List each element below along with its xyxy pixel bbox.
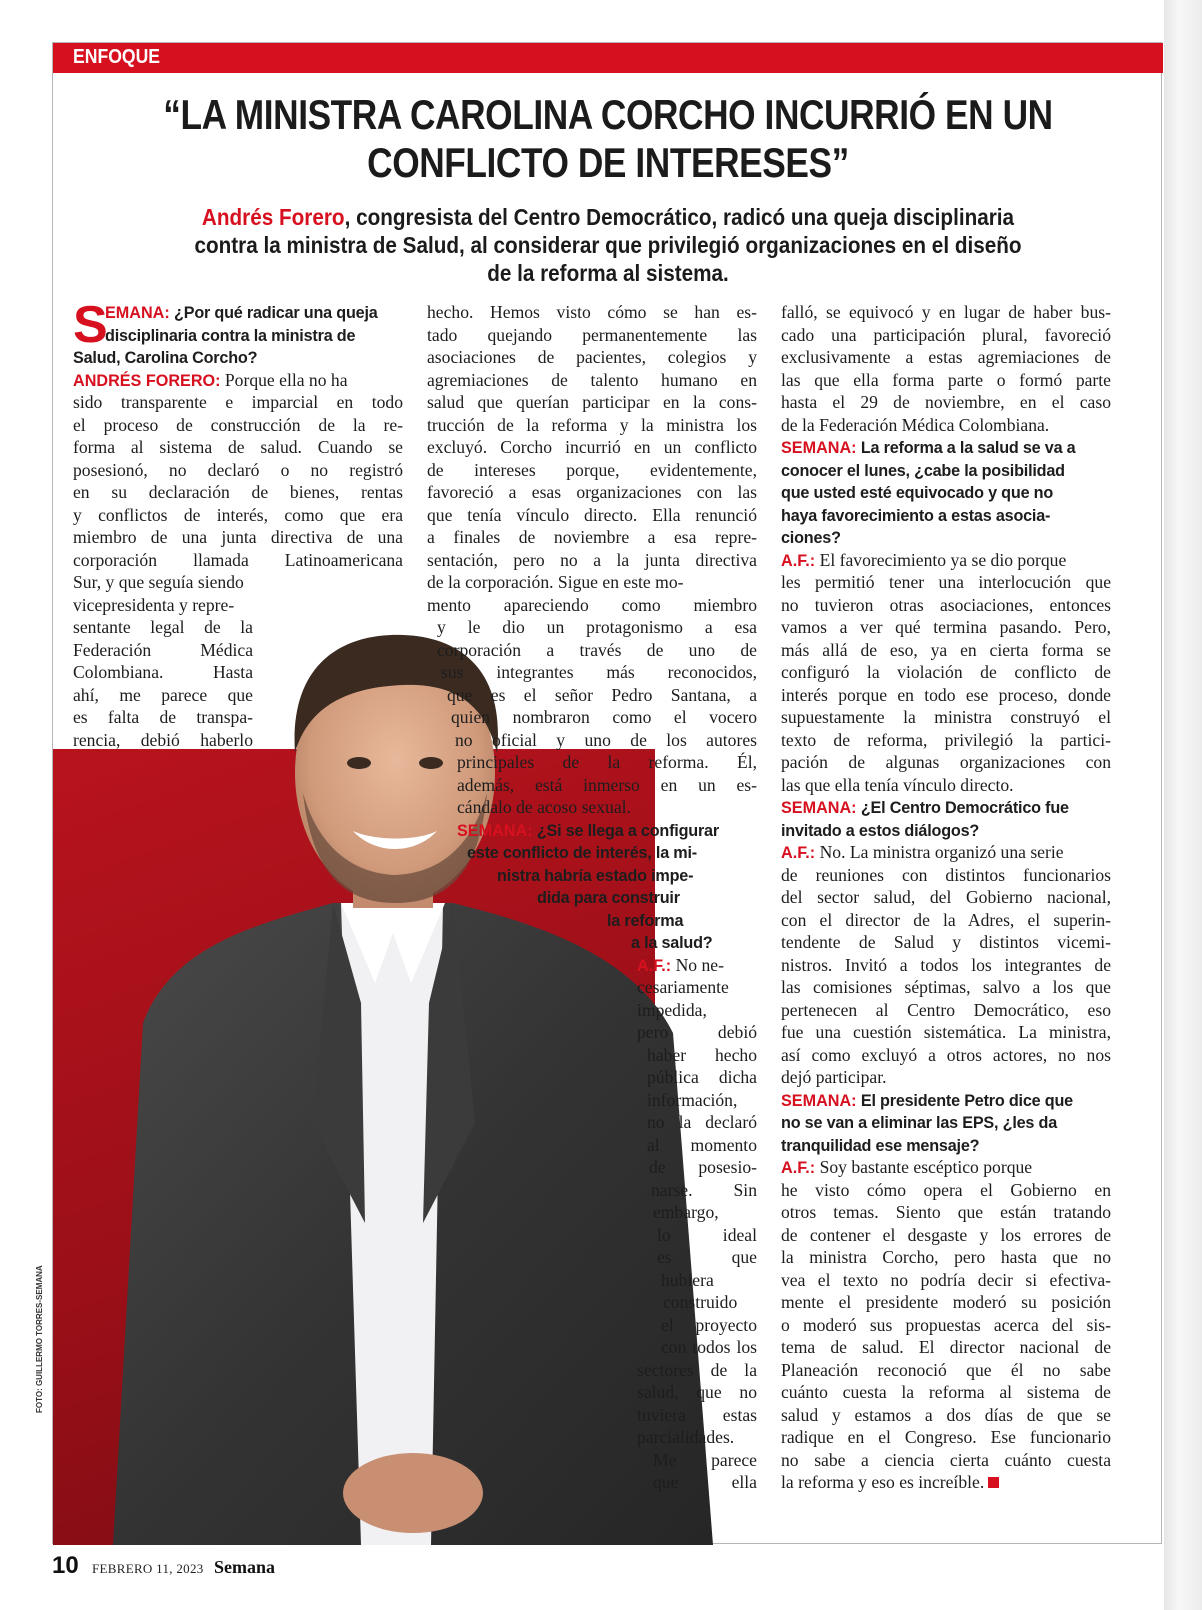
- speaker-label: A.F.:: [781, 844, 816, 862]
- body-text: cesariamente: [637, 977, 729, 997]
- col3-line: [781, 751, 1111, 774]
- col1-line: [73, 549, 403, 572]
- headline-line-2: CONFLICTO DE INTERESES”: [367, 139, 849, 186]
- col2-line: [427, 571, 757, 594]
- body-text: Me parece: [653, 1449, 757, 1470]
- body-text: la ministra Corcho, pero hasta que no: [781, 1247, 1111, 1267]
- col2-line: [661, 1336, 757, 1359]
- col1-line: [73, 526, 403, 549]
- body-text: cándalo de acoso sexual.: [457, 797, 631, 817]
- body-text: corporación llamada Latinoamericana: [73, 549, 403, 570]
- speaker-label: A.F.:: [781, 1159, 816, 1177]
- col3-line: [781, 1044, 1111, 1067]
- body-text: tema de salud. El director nacional de: [781, 1337, 1111, 1357]
- body-text: tuviera estas: [637, 1404, 757, 1425]
- col2-line: [537, 886, 757, 909]
- col2-line: [661, 1314, 757, 1337]
- page-edge-shadow: [1164, 0, 1202, 1610]
- col3-line: [781, 954, 1111, 977]
- col2-line: [647, 1044, 757, 1067]
- col3-line: [781, 1201, 1111, 1224]
- question-text: La reforma a la salud se va a: [856, 439, 1076, 457]
- col3-line: [781, 1426, 1111, 1449]
- speaker-label: SEMANA:: [781, 439, 857, 457]
- body-text: el proceso de construcción de la re-: [73, 414, 403, 435]
- body-text: sus integrantes más reconocidos,: [441, 662, 757, 682]
- body-text: que tenía vínculo directo. Ella renunció: [427, 504, 757, 525]
- col3-line: [781, 391, 1111, 414]
- col3-line: [781, 1066, 1111, 1089]
- body-text: de la corporación. Sigue en este mo-: [427, 572, 684, 592]
- body-text: de posesio-: [649, 1157, 757, 1177]
- deck-line-3: de la reforma al sistema.: [487, 260, 729, 286]
- body-text: cado una participación plural, favoreció: [781, 324, 1111, 345]
- body-text: salud y estamos a dos días de que se: [781, 1404, 1111, 1425]
- col1-line: [73, 616, 253, 639]
- question-text: ¿Por qué radicar una queja: [169, 304, 378, 322]
- col3-line: [781, 369, 1111, 392]
- body-text: he visto cómo opera el Gobierno en: [781, 1179, 1111, 1200]
- deck-line-1: [118, 203, 1099, 231]
- col2-line: [455, 729, 757, 752]
- body-text: el proyecto: [661, 1314, 757, 1335]
- question-text: ¿El Centro Democrático fue: [856, 799, 1069, 817]
- body-text: y le dio un protagonismo a esa: [437, 617, 757, 637]
- col3-line: [781, 414, 1111, 437]
- col2-line: [647, 1089, 757, 1112]
- col3-line: [781, 1156, 1111, 1179]
- col3-line: [781, 729, 1111, 752]
- article-frame: [35, 42, 1162, 1544]
- section-bar: [53, 43, 1163, 73]
- col1-line: [73, 504, 403, 527]
- col3-line: [781, 301, 1111, 324]
- body-text: impedida,: [637, 999, 707, 1020]
- body-text: forma al sistema de salud. Cuando se: [73, 437, 403, 457]
- body-text: narse. Sin: [651, 1179, 757, 1200]
- col3-line: [781, 819, 1111, 842]
- col2-line: [427, 526, 757, 549]
- col2-line: [631, 931, 757, 954]
- col3-line: [781, 774, 1111, 797]
- question-text: Salud, Carolina Corcho?: [73, 349, 258, 367]
- body-text: exclusivamente a estas agremiaciones de: [781, 347, 1111, 367]
- body-text: Colombiana. Hasta: [73, 662, 253, 682]
- col2-line: [637, 976, 757, 999]
- headline-line-1: “LA MINISTRA CAROLINA CORCHO INCURRIÓ EN UN: [163, 91, 1053, 138]
- body-text: Sur, y que seguía siendo: [73, 572, 244, 592]
- body-text: posesionó, no declaró o no registró: [73, 459, 403, 480]
- col2-line: [427, 391, 757, 414]
- body-text: hasta el 29 de noviembre, en el caso: [781, 392, 1111, 412]
- body-text: hubiera: [661, 1269, 714, 1290]
- body-text: El favorecimiento ya se dio porque: [815, 549, 1067, 570]
- col3-line: [781, 481, 1111, 504]
- body-text: nistros. Invitó a todos los integrantes de: [781, 954, 1111, 975]
- col2-line: [427, 436, 757, 459]
- body-text: corporación a través de uno de: [437, 639, 757, 660]
- body-text: construido: [663, 1292, 738, 1312]
- body-text: o moderó sus propuestas acerca del sis-: [781, 1314, 1111, 1335]
- body-text: de la Federación Médica Colombiana.: [781, 414, 1050, 435]
- speaker-label: SEMANA:: [781, 1091, 857, 1110]
- col2-line: [467, 841, 757, 864]
- deck-line-1-rest: , congresista del Centro Democrático, radicó una queja disciplinaria: [344, 204, 1015, 230]
- col2-line: [451, 706, 757, 729]
- body-text: agremiaciones de talento humano en: [427, 369, 757, 390]
- question-text: disciplinaria contra la ministra de: [105, 326, 356, 345]
- col3-line: [781, 1314, 1111, 1337]
- col1-line: [73, 571, 283, 594]
- col2-line: [437, 639, 757, 662]
- col1-line: [73, 729, 253, 752]
- body-text: hecho. Hemos visto cómo se han es-: [427, 302, 757, 322]
- body-text: sentante legal de la: [73, 617, 253, 637]
- col2-line: [651, 1179, 757, 1202]
- col2-line: [653, 1471, 757, 1494]
- col2-line: [663, 1291, 757, 1314]
- col1-line: [73, 369, 403, 392]
- body-text: vea el texto no podría decir si efectiva-: [781, 1269, 1111, 1290]
- body-text: excluyó. Corcho incurrió en un conflicto: [427, 437, 757, 457]
- body-text: les permitió tener una interlocución que: [781, 572, 1111, 592]
- col2-line: [637, 1426, 757, 1449]
- body-text: la reforma y eso es increíble.: [781, 1472, 985, 1492]
- question-text: ¿Si se llega a configurar: [532, 821, 719, 840]
- col1-line: [105, 324, 403, 347]
- col1-line: [73, 661, 253, 684]
- col3-line: [781, 639, 1111, 662]
- col2-line: [607, 909, 757, 932]
- speaker-label: EMANA:: [105, 304, 170, 322]
- body-text: las que ella forma parte o formó parte: [781, 369, 1111, 390]
- col2-line: [457, 751, 757, 774]
- col3-line: [781, 436, 1111, 459]
- body-text: al momento: [647, 1134, 757, 1155]
- column-3: [781, 301, 1111, 1494]
- col2-line: [497, 864, 757, 887]
- col3-line: [781, 504, 1111, 527]
- col3-line: [781, 324, 1111, 347]
- body-text: supuestamente la ministra construyó el: [781, 707, 1111, 727]
- body-text: vamos a ver qué termina pasando. Pero,: [781, 617, 1111, 637]
- col2-line: [637, 1381, 757, 1404]
- body-text: mente el presidente moderó su posición: [781, 1292, 1111, 1312]
- body-text: del sector salud, del Gobierno nacional,: [781, 887, 1111, 907]
- body-text: otros temas. Siento que están tratando: [781, 1202, 1111, 1222]
- body-text: con el director de la Adres, el superin-: [781, 909, 1111, 930]
- body-text: embargo,: [653, 1202, 719, 1222]
- question-text: la reforma: [607, 911, 684, 930]
- col3-line: [781, 999, 1111, 1022]
- col3-line: [781, 616, 1111, 639]
- col2-line: [647, 1111, 757, 1134]
- col2-line: [427, 594, 757, 617]
- end-mark: [988, 1477, 999, 1488]
- col2-line: [427, 369, 757, 392]
- body-text: ahí, me parece que: [73, 684, 253, 705]
- photo-credit-text: FOTO: GUILLERMO TORRES-SEMANA: [35, 1265, 44, 1413]
- question-text: haya favorecimiento a estas asocia-: [781, 506, 1051, 525]
- col3-line: [781, 526, 1111, 549]
- col3-line: [781, 706, 1111, 729]
- speaker-label: SEMANA:: [781, 799, 857, 817]
- body-text: y conflictos de interés, como que era: [73, 504, 403, 525]
- body-text: más allá de eso, ya en cierta forma se: [781, 639, 1111, 660]
- col2-line: [427, 504, 757, 527]
- body-text: pación de algunas organizaciones con: [781, 752, 1111, 772]
- question-text: ciones?: [781, 529, 841, 547]
- col3-line: [781, 1021, 1111, 1044]
- col1-line: [73, 414, 403, 437]
- col3-line: [781, 1269, 1111, 1292]
- col2-line: [427, 301, 757, 324]
- col3-line: [781, 1404, 1111, 1427]
- col2-line: [657, 1246, 757, 1269]
- body-text: dejó participar.: [781, 1067, 887, 1087]
- body-text: Porque ella no ha: [220, 369, 348, 390]
- body-text: falló, se equivocó y en lugar de haber bus-: [781, 302, 1111, 322]
- col2-line: [427, 324, 757, 347]
- col2-line: [649, 1156, 757, 1179]
- col2-line: [427, 481, 757, 504]
- body-text: es que: [657, 1247, 757, 1267]
- col1-line: [73, 639, 253, 662]
- body-text: pública dicha: [647, 1067, 757, 1087]
- col2-line: [637, 1404, 757, 1427]
- question-text: no se van a eliminar las EPS, ¿les da: [781, 1114, 1058, 1132]
- publication-name: Semana: [214, 1557, 276, 1577]
- deck-name: Andrés Forero: [201, 204, 345, 230]
- speaker-label: A.F.:: [781, 551, 816, 570]
- col3-line: [781, 1359, 1111, 1382]
- body-text: interés porque en todo ese proceso, donde: [781, 684, 1111, 705]
- deck: [63, 203, 1153, 287]
- headline: [73, 91, 1143, 187]
- body-text: No. La ministra organizó una serie: [815, 842, 1064, 862]
- body-text: pero debió: [637, 1022, 757, 1042]
- body-text: No ne-: [671, 954, 724, 975]
- col3-line: [781, 931, 1111, 954]
- col2-line: [427, 549, 757, 572]
- col3-line: [781, 1336, 1111, 1359]
- col1-line: [73, 594, 253, 617]
- body-text: salud, que no: [637, 1382, 757, 1402]
- col3-line: [781, 684, 1111, 707]
- col3-line: [781, 796, 1111, 819]
- col1-line: [73, 459, 403, 482]
- col2-line: [637, 999, 757, 1022]
- col2-line: [637, 1021, 757, 1044]
- body-text: no tuvieron otras asociaciones, entonces: [781, 594, 1111, 615]
- body-text: no oficial y uno de los autores: [455, 729, 757, 750]
- col2-line: [457, 774, 757, 797]
- speaker-label: SEMANA:: [457, 821, 533, 840]
- page-number: 10: [52, 1552, 79, 1579]
- body-text: las comisiones séptimas, salvo a los que: [781, 977, 1111, 997]
- col3-line: [781, 886, 1111, 909]
- question-text: invitado a estos diálogos?: [781, 821, 980, 840]
- question-text: tranquilidad ese mensaje?: [781, 1136, 980, 1155]
- body-text: tado quejando permanentemente las: [427, 324, 757, 345]
- body-text: es falta de transpa-: [73, 707, 253, 727]
- col1-line: [73, 436, 403, 459]
- body-text: haber hecho: [647, 1044, 757, 1065]
- body-text: sectores de la: [637, 1359, 757, 1380]
- body-text: así como excluyó a otros actores, no nos: [781, 1044, 1111, 1065]
- col2-line: [637, 954, 757, 977]
- col2-line: [647, 1134, 757, 1157]
- deck-line-2: contra la ministra de Salud, al considerar que privilegió organizaciones en el diseño: [194, 232, 1022, 258]
- body-text: Soy bastante escéptico porque: [815, 1157, 1033, 1177]
- body-text: rencia, debió haberlo: [73, 729, 253, 750]
- body-text: fue una cuestión sistemática. La ministra,: [781, 1022, 1111, 1042]
- col3-line: [781, 1246, 1111, 1269]
- body-text: cuánto cuesta la reforma al sistema de: [781, 1382, 1111, 1402]
- body-text: además, está inmerso en un es-: [457, 774, 757, 795]
- issue-date: FEBRERO 11, 2023: [92, 1561, 204, 1576]
- body-text: no la declaró: [647, 1112, 757, 1132]
- col2-line: [457, 796, 757, 819]
- question-text: nistra habría estado impe-: [497, 866, 694, 885]
- col3-line: [781, 594, 1111, 617]
- body-text: mento apareciendo como miembro: [427, 594, 757, 615]
- col2-line: [447, 684, 757, 707]
- body-text: no sabe a ciencia cierta cuánto cuesta: [781, 1449, 1111, 1470]
- body-text: las que ella tenía vínculo directo.: [781, 774, 1014, 795]
- photo-credit: [35, 1265, 55, 1543]
- col2-line: [437, 616, 757, 639]
- col3-line: [781, 1111, 1111, 1134]
- body-text: miembro de una junta directiva de una: [73, 527, 403, 547]
- body-text: salud que querían participar en la cons-: [427, 392, 757, 412]
- col2-line: [427, 346, 757, 369]
- col3-line: [781, 909, 1111, 932]
- col3-line: [781, 1381, 1111, 1404]
- body-text: información,: [647, 1089, 738, 1110]
- question-text: este conflicto de interés, la mi-: [467, 844, 697, 862]
- col3-line: [781, 459, 1111, 482]
- question-text: El presidente Petro dice que: [856, 1091, 1073, 1110]
- body-text: configuró la violación de conflicto de: [781, 662, 1111, 682]
- body-text: radique en el Congreso. Ese funcionario: [781, 1427, 1111, 1447]
- body-text: con todos los: [661, 1337, 757, 1357]
- body-text: Federación Médica: [73, 639, 253, 660]
- body-text: de contener el desgaste y los errores de: [781, 1224, 1111, 1245]
- body-text: pertenecen al Centro Democrático, eso: [781, 999, 1111, 1020]
- col3-line: [781, 1471, 1111, 1494]
- col3-line: [781, 549, 1111, 572]
- col1-line: [73, 706, 253, 729]
- section-label: ENFOQUE: [73, 46, 161, 68]
- col2-line: [647, 1066, 757, 1089]
- body-text: parcialidades.: [637, 1427, 735, 1447]
- col2-line: [653, 1201, 757, 1224]
- col2-line: [427, 459, 757, 482]
- drop-cap: S: [73, 296, 108, 354]
- body-text: vicepresidenta y repre-: [73, 594, 235, 615]
- body-text: a finales de noviembre a esa repre-: [427, 527, 757, 547]
- col3-line: [781, 571, 1111, 594]
- col1-line: [73, 684, 253, 707]
- body-text: asociaciones de pacientes, colegios y: [427, 347, 757, 367]
- body-text: que es el señor Pedro Santana, a: [447, 684, 757, 705]
- col1-line: [73, 391, 403, 414]
- col3-line: [781, 976, 1111, 999]
- col1-line: [73, 346, 403, 369]
- body-text: sido transparente e imparcial en todo: [73, 392, 403, 412]
- col3-line: [781, 1224, 1111, 1247]
- body-text: Planeación reconoció que él no sabe: [781, 1359, 1111, 1380]
- question-text: conocer el lunes, ¿cabe la posibilidad: [781, 461, 1065, 480]
- col2-line: [637, 1359, 757, 1382]
- body-text: sentación, pero no a la junta directiva: [427, 549, 757, 570]
- question-text: que usted esté equivocado y que no: [781, 484, 1054, 502]
- col2-line: [427, 414, 757, 437]
- col3-line: [781, 346, 1111, 369]
- col3-line: [781, 864, 1111, 887]
- col3-line: [781, 1179, 1111, 1202]
- col2-line: [457, 819, 757, 842]
- column-2: [427, 301, 757, 1494]
- body-text: favoreció a esas organizaciones con las: [427, 482, 757, 502]
- body-text: de reuniones con distintos funcionarios: [781, 864, 1111, 885]
- body-text: quien nombraron como el vocero: [451, 707, 757, 727]
- speaker-label: A.F.:: [637, 956, 672, 975]
- question-text: a la salud?: [631, 934, 713, 952]
- body-text: lo ideal: [657, 1224, 757, 1245]
- col3-line: [781, 841, 1111, 864]
- col2-line: [657, 1224, 757, 1247]
- col3-line: [781, 1089, 1111, 1112]
- body-text: en su declaración de bienes, rentas: [73, 482, 403, 502]
- question-text: dida para construir: [537, 889, 680, 907]
- col3-line: [781, 1134, 1111, 1157]
- body-text: texto de reforma, privilegió la partici-: [781, 729, 1111, 750]
- speaker-label: ANDRÉS FORERO:: [73, 371, 221, 390]
- body-text: que ella: [653, 1472, 757, 1492]
- body-text: tendente de Salud y distintos vicemi-: [781, 932, 1111, 952]
- body-text: de intereses porque, evidentemente,: [427, 459, 757, 480]
- col2-line: [653, 1449, 757, 1472]
- body-text: principales de la reforma. Él,: [457, 752, 757, 772]
- col3-line: [781, 1449, 1111, 1472]
- col3-line: [781, 1291, 1111, 1314]
- col3-line: [781, 661, 1111, 684]
- col2-line: [661, 1269, 757, 1292]
- column-1: [73, 296, 403, 751]
- col1-line: [73, 481, 403, 504]
- col2-line: [441, 661, 757, 684]
- body-text: trucción de la reforma y la ministra los: [427, 414, 757, 435]
